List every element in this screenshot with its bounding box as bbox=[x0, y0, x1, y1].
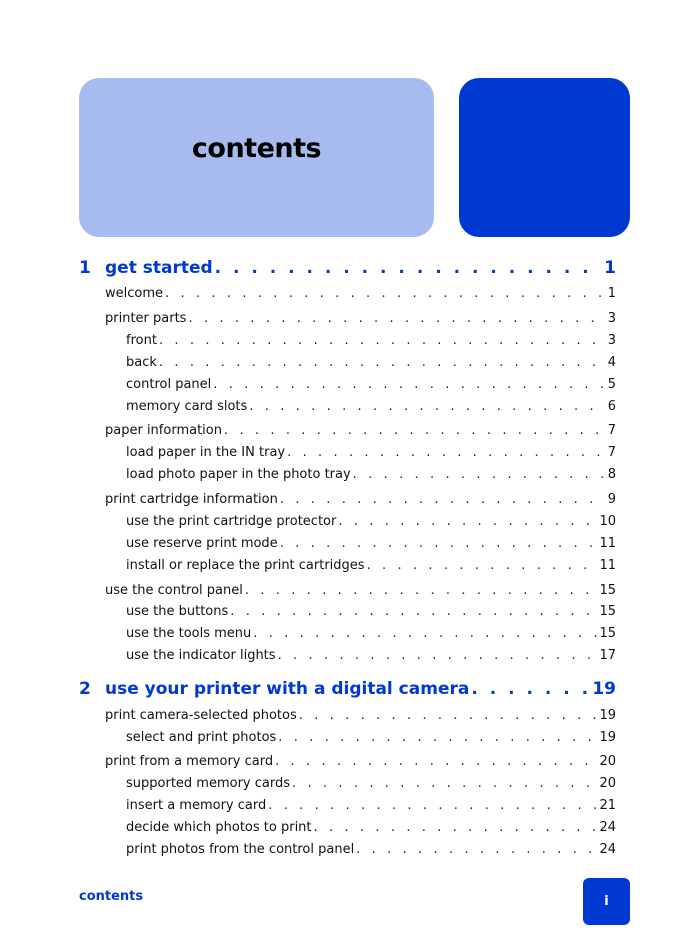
toc-page: 6 bbox=[607, 399, 616, 414]
toc-entry[interactable] bbox=[105, 708, 616, 723]
toc-label: get started bbox=[105, 258, 213, 278]
toc-label: use the buttons bbox=[126, 604, 229, 619]
page-number-badge: i bbox=[583, 878, 630, 925]
toc-subentry[interactable] bbox=[126, 355, 616, 370]
toc-subentry[interactable] bbox=[126, 514, 616, 529]
toc-label: print cartridge information bbox=[105, 492, 278, 507]
leader-dots bbox=[275, 754, 597, 769]
leader-dots bbox=[278, 730, 597, 745]
toc-label: use the tools menu bbox=[126, 626, 252, 641]
chapter-number: 2 bbox=[79, 679, 91, 699]
toc-page: 19 bbox=[599, 708, 616, 723]
toc-subentry[interactable] bbox=[126, 626, 616, 641]
toc-subentry[interactable] bbox=[126, 730, 616, 745]
toc-subentry[interactable] bbox=[126, 558, 616, 573]
toc-subentry[interactable] bbox=[126, 467, 616, 482]
toc-page: 24 bbox=[599, 842, 616, 857]
toc-subentry[interactable] bbox=[126, 820, 616, 835]
toc-entry[interactable] bbox=[105, 311, 616, 326]
leader-dots bbox=[224, 423, 606, 438]
toc-label: welcome bbox=[105, 286, 164, 301]
toc-page: 10 bbox=[599, 514, 616, 529]
toc-page: 24 bbox=[599, 820, 616, 835]
leader-dots bbox=[165, 286, 606, 301]
leader-dots bbox=[215, 258, 602, 278]
toc-page: 1 bbox=[604, 258, 616, 278]
toc-label: insert a memory card bbox=[126, 798, 267, 813]
toc-label: load photo paper in the photo tray bbox=[126, 467, 351, 482]
toc-label: back bbox=[126, 355, 157, 370]
leader-dots bbox=[245, 583, 598, 598]
toc-entry[interactable] bbox=[105, 583, 616, 598]
leader-dots bbox=[299, 708, 598, 723]
leader-dots bbox=[292, 776, 597, 791]
toc-page: 17 bbox=[599, 648, 616, 663]
toc-page: 19 bbox=[592, 679, 616, 699]
toc-label: front bbox=[126, 333, 157, 348]
toc-chapter-1[interactable] bbox=[79, 258, 616, 278]
toc-page: 5 bbox=[607, 377, 616, 392]
toc-page: 20 bbox=[599, 776, 616, 791]
toc-page: 11 bbox=[599, 536, 616, 551]
leader-dots bbox=[230, 604, 597, 619]
toc-label: install or replace the print cartridges bbox=[126, 558, 365, 573]
leader-dots bbox=[314, 820, 598, 835]
page-title: contents bbox=[191, 133, 322, 164]
toc-label: use the print cartridge protector bbox=[126, 514, 337, 529]
toc-label: use the indicator lights bbox=[126, 648, 276, 663]
toc-label: print from a memory card bbox=[105, 754, 274, 769]
leader-dots bbox=[353, 467, 606, 482]
toc-subentry[interactable] bbox=[126, 842, 616, 857]
leader-dots bbox=[278, 648, 598, 663]
leader-dots bbox=[280, 536, 598, 551]
toc-entry[interactable] bbox=[105, 423, 616, 438]
leader-dots bbox=[280, 492, 606, 507]
toc-label: supported memory cards bbox=[126, 776, 290, 791]
toc-subentry[interactable] bbox=[126, 333, 616, 348]
toc-page: 7 bbox=[607, 423, 616, 438]
toc-subentry[interactable] bbox=[126, 399, 616, 414]
leader-dots bbox=[367, 558, 598, 573]
toc-label: print camera-selected photos bbox=[105, 708, 297, 723]
toc-label: memory card slots bbox=[126, 399, 248, 414]
toc-page: 9 bbox=[607, 492, 616, 507]
toc-subentry[interactable] bbox=[126, 604, 616, 619]
leader-dots bbox=[287, 445, 606, 460]
toc-entry[interactable] bbox=[105, 754, 616, 769]
toc-label: select and print photos bbox=[126, 730, 277, 745]
leader-dots bbox=[268, 798, 597, 813]
toc-page: 20 bbox=[599, 754, 616, 769]
accent-block bbox=[459, 78, 630, 237]
toc-label: use your printer with a digital camera bbox=[105, 679, 470, 699]
leader-dots bbox=[253, 626, 597, 641]
chapter-number: 1 bbox=[79, 258, 91, 278]
footer-section-label: contents bbox=[79, 889, 144, 904]
leader-dots bbox=[159, 333, 606, 348]
toc-entry[interactable] bbox=[105, 492, 616, 507]
leader-dots bbox=[338, 514, 597, 529]
toc-page: 7 bbox=[607, 445, 616, 460]
leader-dots bbox=[213, 377, 605, 392]
toc-page: 8 bbox=[607, 467, 616, 482]
toc-label: use the control panel bbox=[105, 583, 243, 598]
toc-subentry[interactable] bbox=[126, 445, 616, 460]
toc-page: 3 bbox=[607, 333, 616, 348]
toc-page: 21 bbox=[599, 798, 616, 813]
toc-label: paper information bbox=[105, 423, 222, 438]
toc-label: decide which photos to print bbox=[126, 820, 312, 835]
leader-dots bbox=[356, 842, 597, 857]
toc-label: use reserve print mode bbox=[126, 536, 278, 551]
leader-dots bbox=[249, 399, 605, 414]
toc-subentry[interactable] bbox=[126, 776, 616, 791]
toc-page: 4 bbox=[607, 355, 616, 370]
toc-label: print photos from the control panel bbox=[126, 842, 355, 857]
leader-dots bbox=[471, 679, 590, 699]
toc-page: 19 bbox=[599, 730, 616, 745]
toc-page: 15 bbox=[599, 626, 616, 641]
toc-chapter-2[interactable] bbox=[79, 679, 616, 699]
toc-subentry[interactable] bbox=[126, 536, 616, 551]
leader-dots bbox=[159, 355, 606, 370]
leader-dots bbox=[188, 311, 605, 326]
toc-label: printer parts bbox=[105, 311, 187, 326]
toc-label: control panel bbox=[126, 377, 212, 392]
toc-page: 15 bbox=[599, 604, 616, 619]
toc-entry[interactable] bbox=[105, 286, 616, 301]
toc-subentry[interactable] bbox=[126, 377, 616, 392]
toc-subentry[interactable] bbox=[126, 648, 616, 663]
toc-page: 15 bbox=[599, 583, 616, 598]
toc-subentry[interactable] bbox=[126, 798, 616, 813]
toc-label: load paper in the IN tray bbox=[126, 445, 286, 460]
toc-page: 3 bbox=[607, 311, 616, 326]
toc-page: 1 bbox=[607, 286, 616, 301]
toc-page: 11 bbox=[599, 558, 616, 573]
